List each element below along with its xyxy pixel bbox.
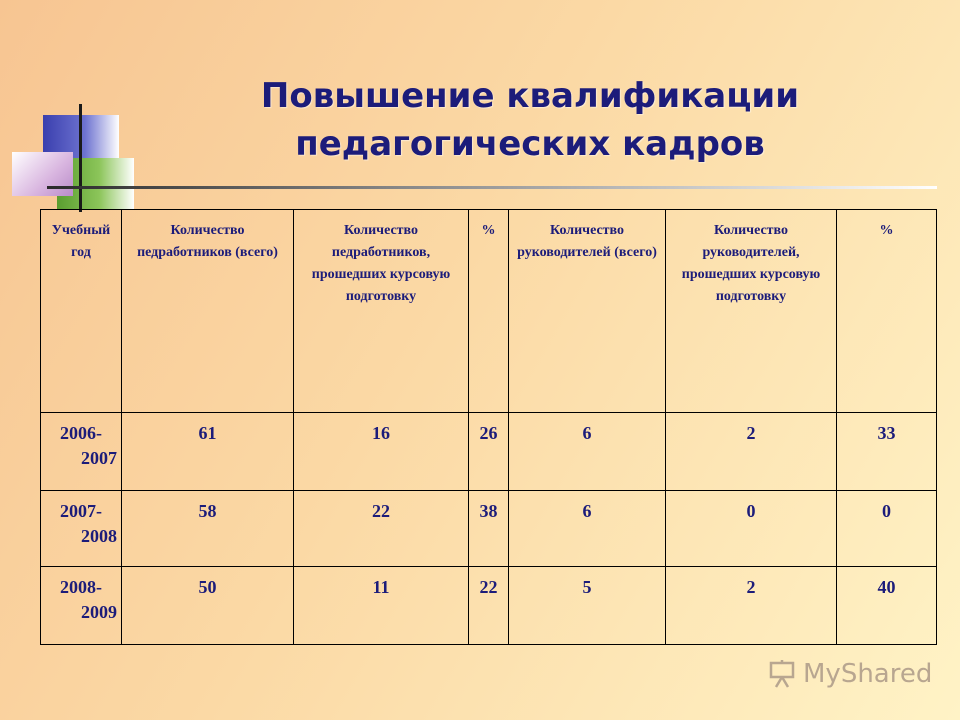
myshared-watermark <box>767 656 932 692</box>
table-cell: 22 <box>469 567 509 645</box>
table-row <box>41 491 937 567</box>
year-end: 2007 <box>81 448 117 468</box>
presentation-board-icon <box>767 659 797 689</box>
title-line-2: педагогических кадров <box>295 124 765 164</box>
table-cell: 33 <box>837 413 937 491</box>
table-cell: 58 <box>122 491 294 567</box>
table-cell: 5 <box>509 567 666 645</box>
year-end: 2008 <box>81 526 117 546</box>
title-line-1: Повышение квалификации <box>260 76 800 116</box>
table-cell: 2 <box>666 567 837 645</box>
table-row <box>41 413 937 491</box>
table-cell: 6 <box>509 491 666 567</box>
watermark-text: MyShared <box>803 659 933 689</box>
header-cell: Количество педработников (всего) <box>122 210 294 413</box>
header-cell: % <box>837 210 937 413</box>
decor-vertical-line <box>79 104 82 212</box>
table-cell: 16 <box>294 413 469 491</box>
table-cell: 50 <box>122 567 294 645</box>
header-cell: Учебный год <box>41 210 122 413</box>
decor-square-pink <box>12 152 73 196</box>
slide-title <box>200 72 860 168</box>
header-cell: Количество руководителей (всего) <box>509 210 666 413</box>
table-row <box>41 567 937 645</box>
table-cell: 0 <box>837 491 937 567</box>
table-header-row <box>41 210 937 413</box>
table-cell: 2 <box>666 413 837 491</box>
table-cell: 0 <box>666 491 837 567</box>
year-cell <box>41 567 122 645</box>
table-cell: 38 <box>469 491 509 567</box>
title-underline <box>47 186 937 189</box>
table-cell: 11 <box>294 567 469 645</box>
year-start: 2007- <box>60 501 102 521</box>
table-cell: 26 <box>469 413 509 491</box>
year-start: 2006- <box>60 423 102 443</box>
table-cell: 61 <box>122 413 294 491</box>
header-cell: Количество педработников, прошедших курсовую подготовку <box>294 210 469 413</box>
table-cell: 40 <box>837 567 937 645</box>
header-cell: % <box>469 210 509 413</box>
table-cell: 22 <box>294 491 469 567</box>
year-cell <box>41 491 122 567</box>
header-cell: Количество руководителей, прошедших курсовую подготовку <box>666 210 837 413</box>
year-end: 2009 <box>81 602 117 622</box>
year-start: 2008- <box>60 577 102 597</box>
table-cell: 6 <box>509 413 666 491</box>
year-cell <box>41 413 122 491</box>
training-table <box>40 209 937 645</box>
